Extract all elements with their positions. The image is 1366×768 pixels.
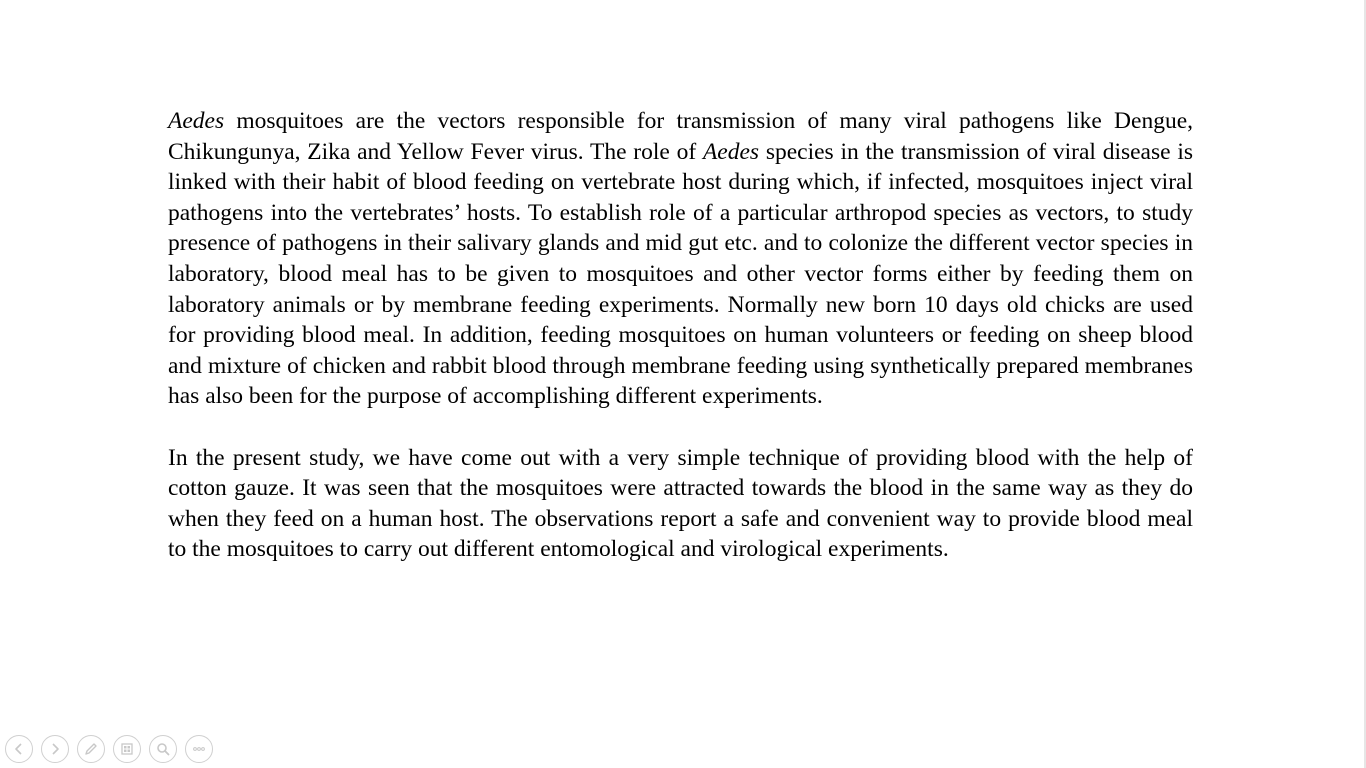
text-segment: In the present study, we have come out with a very simple technique of providing blood with the help of cotton gauze. It was seen that the mosquitoes were attracted towards the blood in the same way as they do when they feed on a human host. The observations report a safe and convenient way to provide blood meal to the mosquitoes to carry out different entomological and virological experiments. <box>168 444 1193 563</box>
more-options-button[interactable] <box>185 735 213 763</box>
paragraph-2 <box>168 443 1193 565</box>
slide-text-body <box>168 106 1193 565</box>
zoom-icon <box>155 741 171 757</box>
pen-tool-button[interactable] <box>77 735 105 763</box>
pen-icon <box>83 741 99 757</box>
paragraph-1 <box>168 106 1193 412</box>
next-slide-button[interactable] <box>41 735 69 763</box>
previous-arrow-icon <box>11 741 27 757</box>
slides-grid-icon <box>119 741 135 757</box>
text-segment-italic: Aedes <box>168 108 225 134</box>
previous-slide-button[interactable] <box>5 735 33 763</box>
zoom-button[interactable] <box>149 735 177 763</box>
more-options-icon <box>191 741 207 757</box>
see-all-slides-button[interactable] <box>113 735 141 763</box>
next-arrow-icon <box>47 741 63 757</box>
text-segment: species in the transmission of viral disease is linked with their habit of blood feeding on vertebrate host during which, if infected, mosquitoes inject viral pathogens into the vertebrates’ hosts. To establish role of a particular arthropod species as vectors, to study presence of pathogens in their salivary glands and mid gut etc. and to colonize the different vector species in laboratory, blood meal has to be given to mosquitoes and other vector forms either by feeding them on laboratory animals or by membrane feeding experiments. Normally new born 10 days old chicks are used for providing blood meal. In addition, feeding mosquitoes on human volunteers or feeding on sheep blood and mixture of chicken and rabbit blood through membrane feeding using synthetically prepared membranes has also been for the purpose of accomplishing different experiments. <box>168 138 1193 410</box>
text-segment-italic: Aedes <box>702 138 760 165</box>
text-segment: mosquitoes are the vectors responsible for transmission of many viral pathogens like Dengue, Chikungunya, Zika and Yellow Fever virus. The role of <box>168 108 1193 165</box>
slideshow-controls <box>5 734 213 764</box>
